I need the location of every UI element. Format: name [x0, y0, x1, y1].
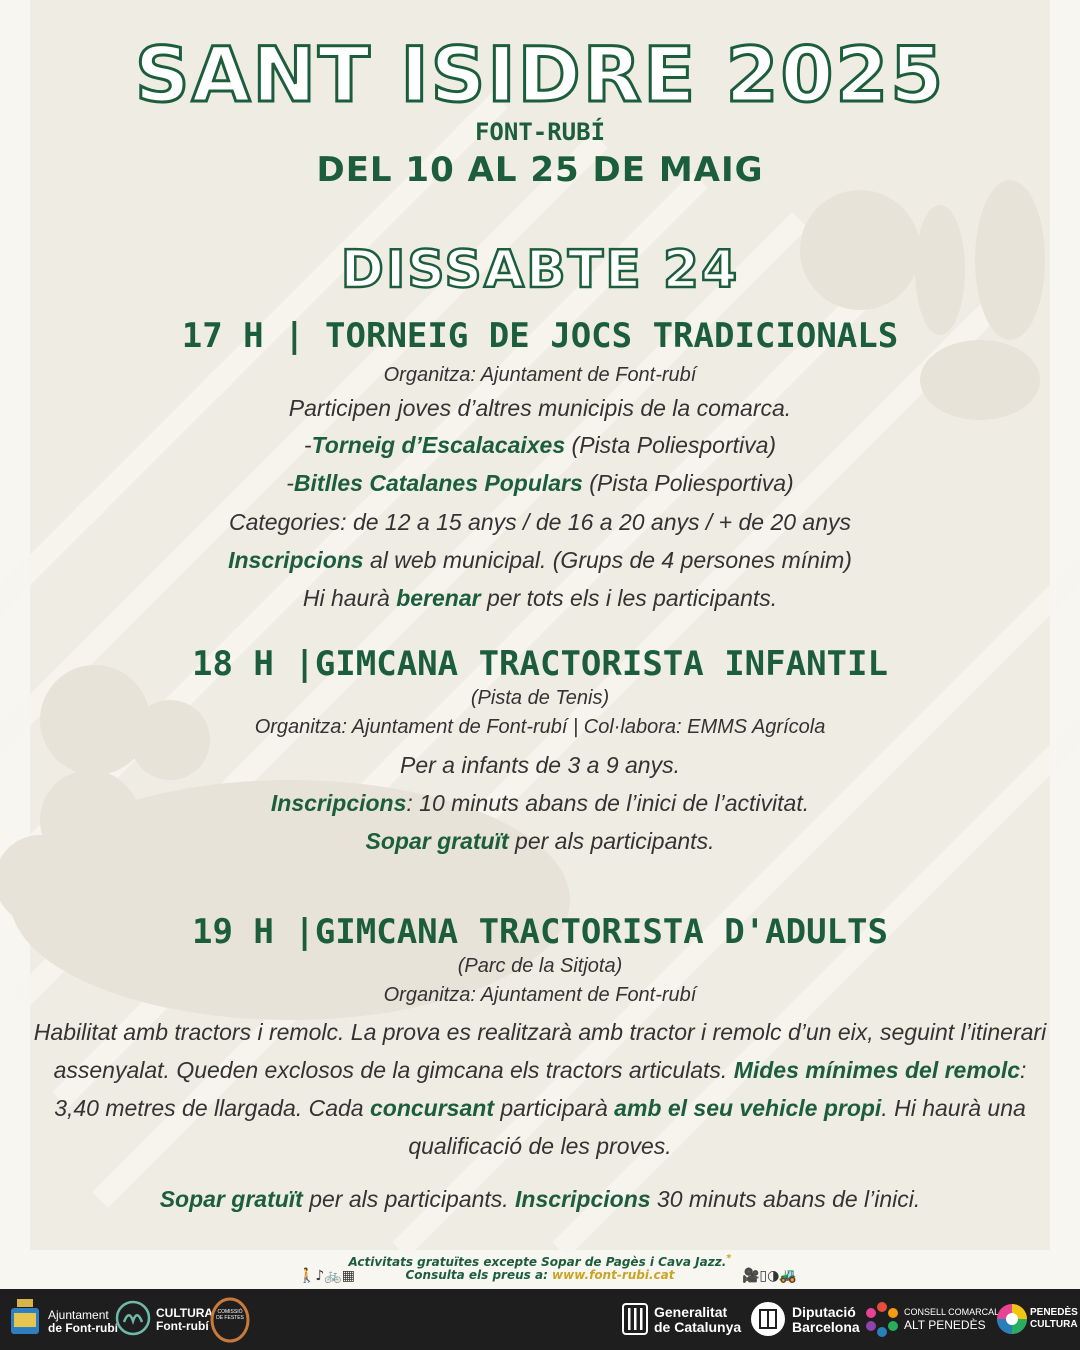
ajuntament-line2: de Font-rubí	[48, 1321, 118, 1335]
registration-text: al web municipal. (Grups de 4 persones mínim)	[363, 547, 852, 573]
penedes-line2: CULTURA	[1030, 1319, 1078, 1330]
event1-participants: Participen joves d’altres municipis de la comarca.	[288, 395, 792, 421]
town-name: FONT-RUBÍ	[474, 118, 606, 146]
prices-note	[0, 1268, 1080, 1282]
dinner-text: per als participants.	[508, 828, 715, 854]
day-heading: DISSABTE 24	[340, 240, 740, 300]
desc-part3: : 3,40 metres de llargada. Cada	[54, 1057, 1027, 1121]
event2-location: (Pista de Tenis)	[470, 687, 610, 709]
sponsor-logo-bar	[0, 1289, 1080, 1350]
item1-prefix: -	[303, 432, 312, 458]
event3-heading: 19 H |GIMCANA TRACTORISTA D'ADULTS	[192, 912, 888, 952]
event1-registration	[0, 547, 1080, 574]
cultura-logo-icon	[114, 1299, 152, 1337]
item2-location: (Pista Poliesportiva)	[582, 470, 794, 496]
event3-location: (Parc de la Sitjota)	[457, 955, 623, 977]
item1-location: (Pista Poliesportiva)	[565, 432, 777, 458]
consell-comarcal-logo	[904, 1307, 999, 1332]
snack-pre: Hi haurà	[302, 585, 397, 611]
event2-organizer: Organitza: Ajuntament de Font-rubí | Col·labora: EMMS Agrícola	[254, 716, 826, 738]
snack-text: per tots els i les participants.	[480, 585, 778, 611]
registration-label: Inscripcions	[228, 547, 364, 573]
dinner-label: Sopar gratuït	[159, 1186, 303, 1212]
free-activities-note	[0, 1253, 1080, 1269]
event-title: SANT ISIDRE 2025	[134, 30, 946, 119]
dinner-label: Sopar gratuït	[365, 828, 509, 854]
note-asterisk: *	[726, 1253, 732, 1264]
event1-item2	[0, 470, 1080, 497]
item2-name: Bitlles Catalanes Populars	[293, 470, 583, 496]
penedes-cultura-logo	[1030, 1307, 1078, 1331]
town-crest-icon	[8, 1297, 42, 1341]
diputacio-line2: Barcelona	[792, 1319, 860, 1335]
desc-trailer-size: Mides mínimes del remolc	[733, 1057, 1021, 1083]
generalitat-line2: de Catalunya	[654, 1319, 742, 1335]
date-range: DEL 10 AL 25 DE MAIG	[316, 150, 764, 190]
diputacio-logo	[792, 1305, 860, 1335]
registration-label: Inscripcions	[515, 1186, 651, 1212]
item1-name: Torneig d’Escalacaixes	[311, 432, 566, 458]
snack-label: berenar	[396, 585, 481, 611]
comissio-line2: DE FESTES	[216, 1315, 244, 1321]
desc-part5: participarà	[493, 1095, 615, 1121]
prices-label: Consulta els preus a:	[405, 1268, 553, 1282]
event1-snack	[0, 585, 1080, 612]
registration-label: Inscripcions	[270, 790, 407, 816]
event3-dinner	[0, 1186, 1080, 1213]
registration-text: : 10 minuts abans de l’inici de l’activitat.	[406, 790, 810, 816]
consell-line1: CONSELL COMARCAL	[904, 1307, 1000, 1317]
penedes-cultura-icon	[996, 1301, 1028, 1337]
desc-own-vehicle: amb el seu vehicle propi	[614, 1095, 882, 1121]
desc-contestant: concursant	[370, 1095, 494, 1121]
registration-text: 30 minuts abans de l’inici.	[650, 1186, 921, 1212]
activity-icons-right: 🎥▯◑🚜	[742, 1268, 797, 1284]
note-text: Activitats gratuïtes excepte Sopar de Pagès i Cava Jazz.	[348, 1255, 727, 1269]
desc-part1: Habilitat amb tractors i remolc. La prova es realitzarà amb tractor i remolc d’un eix, seguint l’itinerari assenyalat. Queden exclosos de la gimcana els tractors articulats.	[33, 1019, 1047, 1083]
event2-registration	[0, 790, 1080, 817]
event1-categories: Categories: de 12 a 15 anys / de 16 a 20 anys / + de 20 anys	[228, 509, 852, 535]
event1-organizer: Organitza: Ajuntament de Font-rubí	[383, 364, 697, 386]
generalitat-emblem-icon	[622, 1303, 648, 1335]
event2-age: Per a infants de 3 a 9 anys.	[399, 752, 680, 778]
cultura-line1: CULTURA	[156, 1306, 214, 1320]
cultura-logo	[156, 1307, 213, 1333]
penedes-line1: PENEDÈS	[1030, 1307, 1078, 1318]
event1-heading: 17 H | TORNEIG DE JOCS TRADICIONALS	[181, 316, 899, 356]
generalitat-logo	[654, 1305, 741, 1335]
diputacio-emblem-icon	[750, 1301, 786, 1337]
ajuntament-line1: Ajuntament	[48, 1308, 109, 1322]
event1-item1	[0, 432, 1080, 459]
item2-prefix: -	[286, 470, 294, 496]
dinner-text: per als participants.	[302, 1186, 516, 1212]
activity-icons-left: 🚶♪🚲▦	[298, 1268, 356, 1284]
comissio-logo	[216, 1309, 244, 1321]
cultura-line2: Font-rubí	[156, 1319, 209, 1333]
event2-heading: 18 H |GIMCANA TRACTORISTA INFANTIL	[192, 644, 888, 684]
diputacio-line1: Diputació	[792, 1304, 856, 1320]
event3-description	[30, 1013, 1050, 1165]
website-link[interactable]: www.font-rubi.cat	[552, 1268, 675, 1282]
consell-comarcal-icon	[864, 1301, 900, 1337]
comissio-line1: COMISSIÓ	[217, 1309, 243, 1315]
desc-part7: . Hi haurà una qualificació de les proves.	[408, 1095, 1026, 1159]
generalitat-line1: Generalitat	[654, 1304, 728, 1320]
consell-line2: ALT PENEDÈS	[904, 1318, 986, 1332]
event3-organizer: Organitza: Ajuntament de Font-rubí	[383, 984, 697, 1006]
event2-dinner	[0, 828, 1080, 855]
ajuntament-logo	[48, 1309, 118, 1335]
